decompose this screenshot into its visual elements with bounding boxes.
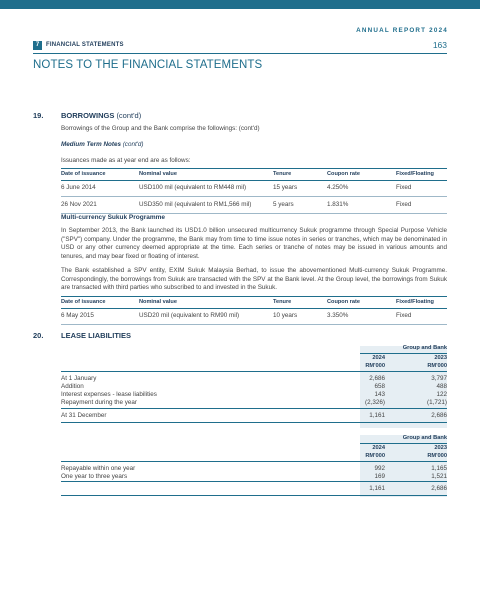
issuances-text: Issuances made as at year end are as follows:	[61, 157, 191, 164]
page-number: 163	[432, 40, 447, 50]
sukuk-table-header: Date of issuance Nominal value Tenure Coupon rate Fixed/Floating	[61, 296, 447, 309]
col-fixed-floating: Fixed/Floating	[396, 171, 434, 177]
unit-label: RM'000	[365, 363, 385, 369]
unit-label: RM'000	[427, 453, 447, 459]
col-nominal: Nominal value	[139, 171, 177, 177]
col-coupon: Coupon rate	[327, 171, 360, 177]
section-title: FINANCIAL STATEMENTS	[46, 42, 124, 48]
group-divider	[360, 443, 447, 444]
table-divider	[61, 481, 447, 482]
note-number: 20.	[33, 331, 44, 340]
year-2023: 2023	[434, 355, 447, 361]
sukuk-heading: Multi-currency Sukuk Programme	[61, 214, 166, 221]
year-2023: 2023	[434, 445, 447, 451]
table-divider	[61, 371, 447, 372]
borrowings-intro: Borrowings of the Group and the Bank comprise the followings: (cont'd)	[61, 125, 260, 132]
annual-report-label: ANNUAL REPORT 2024	[356, 27, 448, 34]
group-divider	[360, 353, 447, 354]
col-date: Date of issuance	[61, 171, 106, 177]
year-2024: 2024	[372, 445, 385, 451]
note-number: 19.	[33, 111, 44, 120]
unit-label: RM'000	[365, 453, 385, 459]
col-tenure: Tenure	[273, 171, 292, 177]
note-title: LEASE LIABILITIES	[61, 331, 132, 340]
top-accent-bar	[0, 0, 480, 9]
section-number-badge: 7	[33, 41, 42, 50]
mtn-heading: Medium Term Notes (cont'd)	[61, 141, 144, 148]
section-divider	[33, 53, 447, 54]
sukuk-paragraph-1: In September 2013, the Bank launched its USD1.0 billion unsecured multicurrency Sukuk programme through Special Purpose Vehicle ("SPV") company. Under the programme, the Bank may from time to time issue notes in series or tranches, which may be denominated in USD or any other currency deemed appropriate at the time. Each series or tranche of notes may be issued in various amounts and tenures, and may bear fixed or floating of interest.	[61, 227, 447, 260]
table-divider	[61, 422, 447, 423]
table-divider	[61, 408, 447, 409]
group-and-bank-label: Group and Bank	[402, 435, 447, 441]
table-divider	[61, 461, 447, 462]
table-row: 6 May 2015 USD20 mil (equivalent to RM90 mil) 10 years 3.350% Fixed	[61, 308, 447, 325]
table-row: 6 June 2014 USD100 mil (equivalent to RM448 mil) 15 years 4.250% Fixed	[61, 180, 447, 197]
note-title: BORROWINGS (cont'd)	[61, 111, 142, 120]
year-2024: 2024	[372, 355, 385, 361]
group-and-bank-label: Group and Bank	[402, 345, 447, 351]
section-header	[33, 40, 447, 52]
sukuk-paragraph-2: The Bank established a SPV entity, EXIM Sukuk Malaysia Berhad, to issue the abovementioned Multi-currency Sukuk Programme. Correspondingly, the borrowings from Sukuk are transacted with the SPV at the Bank level. At the Group level, the borrowings from Sukuk are transacted with third parties who subscribed to and invested in the Sukuk.	[61, 267, 447, 292]
table-divider	[61, 495, 447, 496]
unit-label: RM'000	[427, 363, 447, 369]
table-row: 26 Nov 2021 USD350 mil (equivalent to RM1,566 mil) 5 years 1.831% Fixed	[61, 197, 447, 214]
page-title: NOTES TO THE FINANCIAL STATEMENTS	[33, 59, 263, 71]
